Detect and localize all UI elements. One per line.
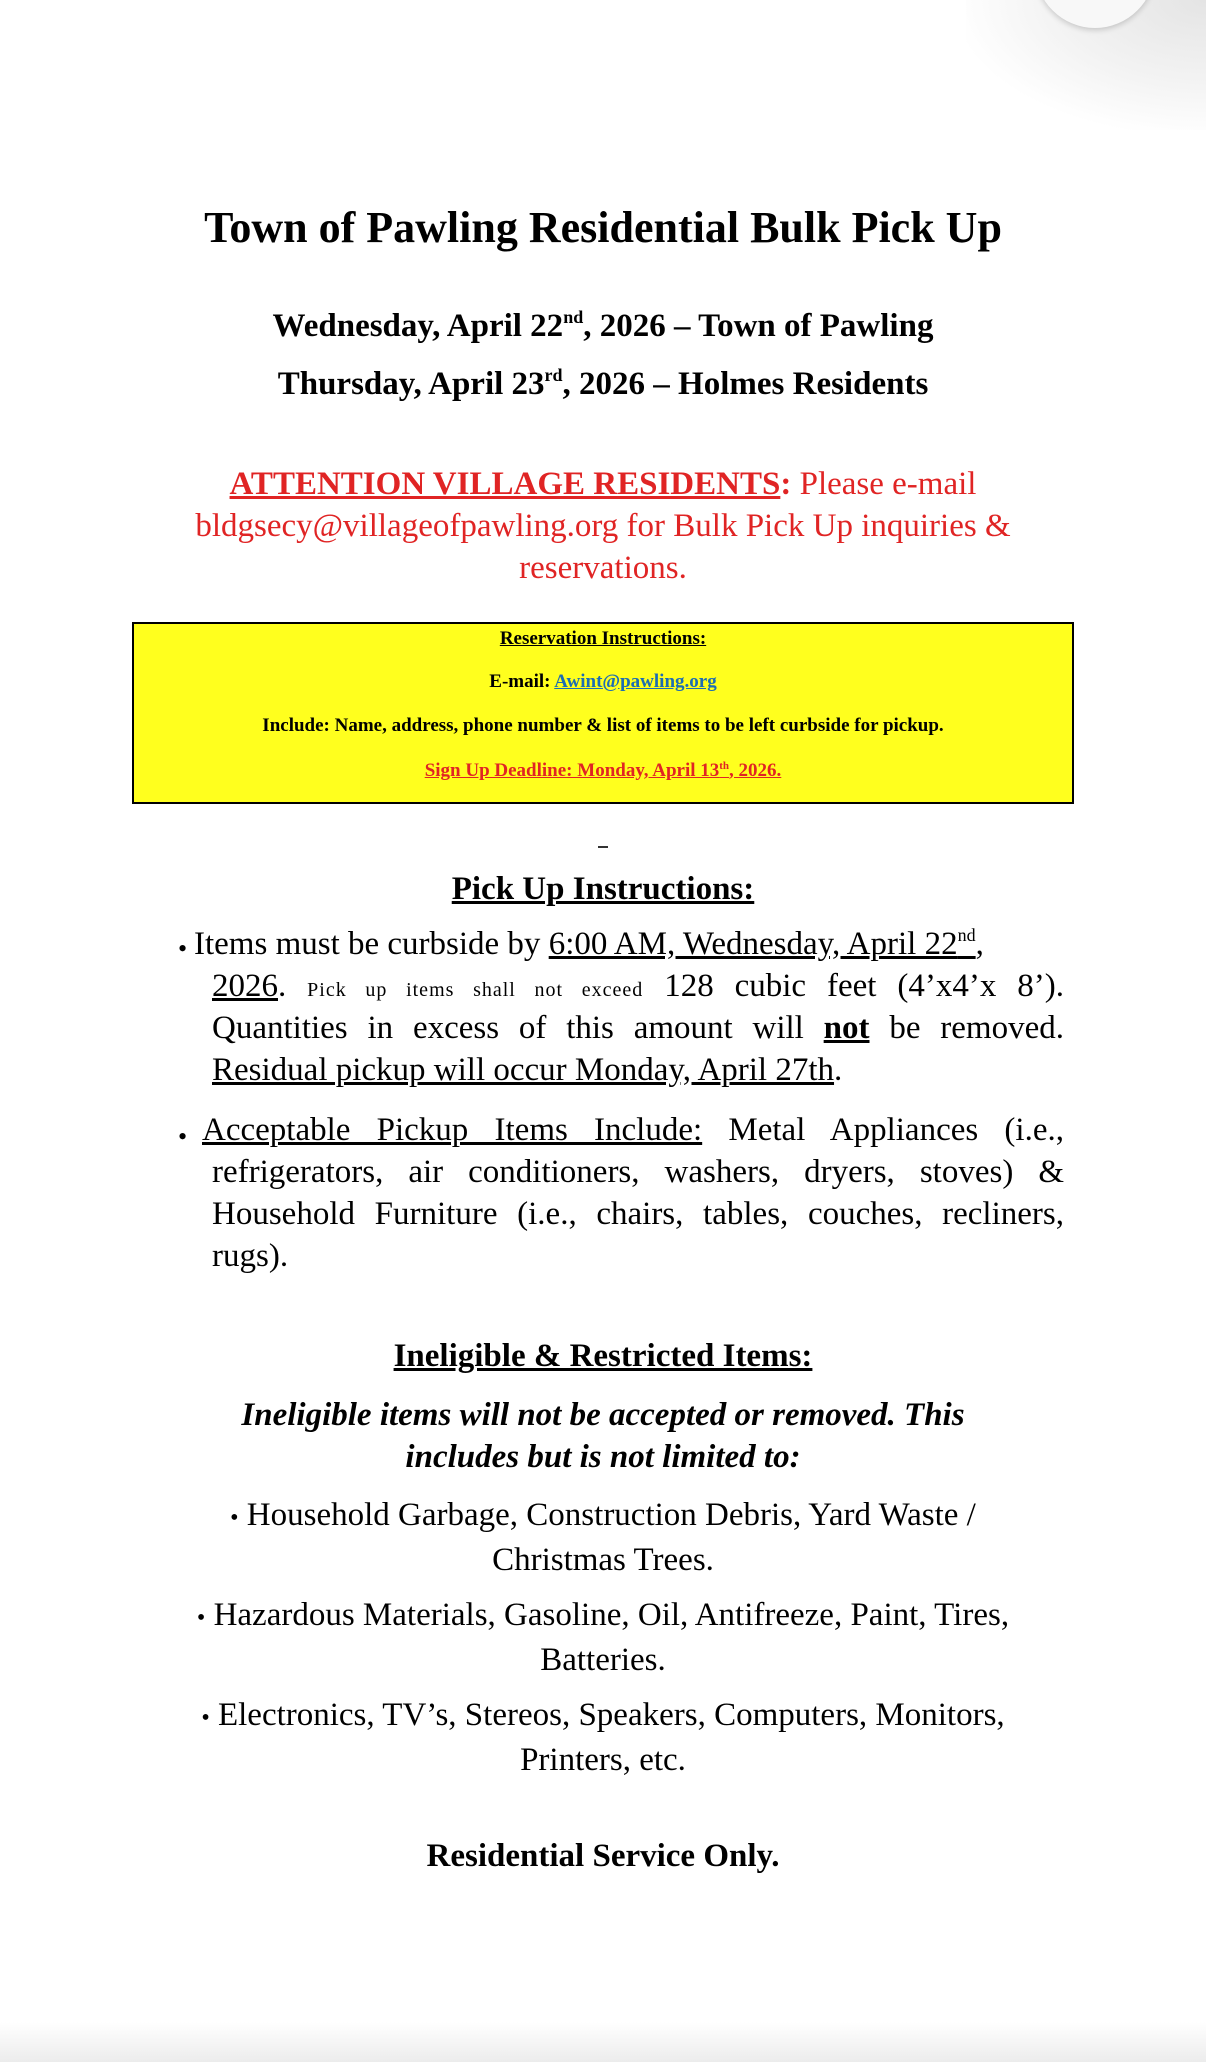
pickup-bullet-2-line2: refrigerators, air conditioners, washers, dryers, stoves) &: [212, 1154, 1064, 1190]
pickup-bullet-1-line3: Quantities in excess of this amount will not be removed.: [212, 1010, 1064, 1046]
attention-email-line: bldgsecy@villageofpawling.org for Bulk Pick Up inquiries &: [195, 508, 1011, 544]
residential-service-note: Residential Service Only.: [426, 1838, 780, 1874]
date-line-town: Wednesday, April 22nd, 2026 – Town of Pawling: [272, 307, 934, 344]
bottom-fade: [0, 2022, 1206, 2062]
ineligible-note: Ineligible items will not be accepted or removed. This includes but is not limited to:: [241, 1397, 965, 1475]
bullet-dot: •: [178, 934, 188, 963]
bullet-dot: •: [178, 1122, 188, 1151]
pickup-bullet-2-line1: Acceptable Pickup Items Include: Metal Appliances (i.e.,: [202, 1112, 1064, 1148]
email-link[interactable]: Awint@pawling.org: [554, 671, 717, 692]
reservation-include: Include: Name, address, phone number & list of items to be left curbside for pickup.: [262, 715, 944, 736]
ineligible-item: • Household Garbage, Construction Debris, Yard Waste / Christmas Trees.: [230, 1497, 976, 1578]
pickup-bullet-2-line4: rugs).: [212, 1238, 289, 1274]
reservation-title: Reservation Instructions:: [499, 628, 707, 649]
pickup-bullet-2-line3: Household Furniture (i.e., chairs, tables, couches, recliners,: [212, 1196, 1064, 1232]
pickup-bullet-1-line1: Items must be curbside by 6:00 AM, Wednesday, April 22nd,: [194, 925, 984, 962]
date-line-holmes: Thursday, April 23rd, 2026 – Holmes Residents: [277, 365, 929, 402]
signup-deadline: Sign Up Deadline: Monday, April 13th, 2026.: [424, 760, 782, 781]
pickup-bullet-1-line2: 2026. Pick up items shall not exceed 128 cubic feet (4’x4’x 8’).: [212, 968, 1064, 1004]
reservation-box: [132, 622, 1074, 804]
ineligible-item: • Hazardous Materials, Gasoline, Oil, Antifreeze, Paint, Tires, Batteries.: [196, 1597, 1010, 1678]
reservation-email-line: E-mail: Awint@pawling.org: [489, 671, 717, 692]
pickup-bullet-1-line4: Residual pickup will occur Monday, April 27th.: [212, 1052, 843, 1088]
ineligible-heading: Ineligible & Restricted Items:: [393, 1338, 813, 1374]
divider-dash: [598, 846, 608, 848]
attention-heading: ATTENTION VILLAGE RESIDENTS: [229, 466, 781, 502]
ineligible-item: • Electronics, TV’s, Stereos, Speakers, Computers, Monitors, Printers, etc.: [201, 1697, 1005, 1778]
attention-notice: ATTENTION VILLAGE RESIDENTS: Please e-mail bldgsecy@villageofpawling.org for Bulk Pick Up inquiries & reservations.: [140, 463, 1066, 589]
pickup-heading: Pick Up Instructions:: [451, 871, 755, 907]
document-title: Town of Pawling Residential Bulk Pick Up: [204, 203, 1002, 252]
